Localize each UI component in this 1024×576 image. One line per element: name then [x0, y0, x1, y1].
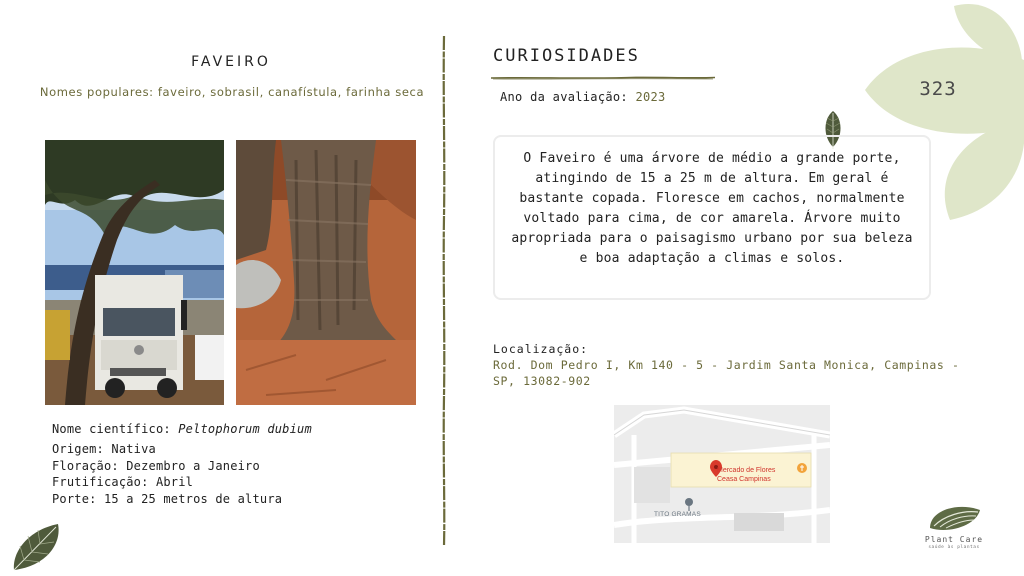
map-place-label — [717, 467, 775, 484]
evaluation-year — [500, 90, 666, 104]
location-label: Localização: — [493, 342, 589, 356]
fact-origin: Origem: Nativa — [52, 442, 156, 457]
fact-scientific-name — [52, 421, 432, 437]
fact-fruiting: Frutificação: Abril — [52, 475, 194, 490]
location-map[interactable] — [614, 405, 830, 543]
decorative-leaves — [860, 0, 1024, 225]
leaf-corner-icon — [10, 522, 64, 572]
fact-flowering: Floração: Dezembro a Janeiro — [52, 458, 260, 473]
map-other-label: TITO GRAMAS — [654, 511, 701, 518]
column-divider — [441, 36, 447, 546]
page-number: 323 — [919, 78, 957, 100]
tree-title: FAVEIRO — [191, 54, 271, 70]
location-address[interactable]: Rod. Dom Pedro I, Km 140 - 5 - Jardim Santa Monica, Campinas - SP, 13082-902 — [493, 358, 960, 388]
brand-tagline: saúde às plantas — [928, 545, 980, 550]
year-label: Ano da avaliação: — [500, 90, 628, 104]
facts-list — [52, 421, 432, 507]
description-text: O Faveiro é uma árvore de médio a grande porte, atingindo de 15 a 25 m de altura. Em geral é bastante copada. Floresce em cachos, normalmente voltado para cima, de cor amarela. Árvore muito apropriada para o paisagismo urbano por sua beleza e boa adaptação a climas e solos. — [511, 151, 913, 266]
map-place-line2: Ceasa Campinas — [717, 475, 771, 483]
fact-size: Porte: 15 a 25 metros de altura — [52, 491, 283, 506]
fact-scientific-value: Peltophorum dubium — [178, 422, 312, 436]
popular-names: Nomes populares: faveiro, sobrasil, canafístula, farinha seca — [39, 85, 425, 99]
year-value: 2023 — [635, 90, 666, 104]
section-title: CURIOSIDADES — [493, 46, 640, 66]
tree-photo-trunk — [236, 140, 416, 405]
title-underline — [491, 67, 715, 75]
tree-photo-truck — [45, 140, 224, 405]
map-place-line1: Mercado de Flores — [717, 467, 776, 474]
fact-scientific-label: Nome científico: — [52, 422, 171, 436]
brand-name: Plant Care — [924, 535, 984, 544]
